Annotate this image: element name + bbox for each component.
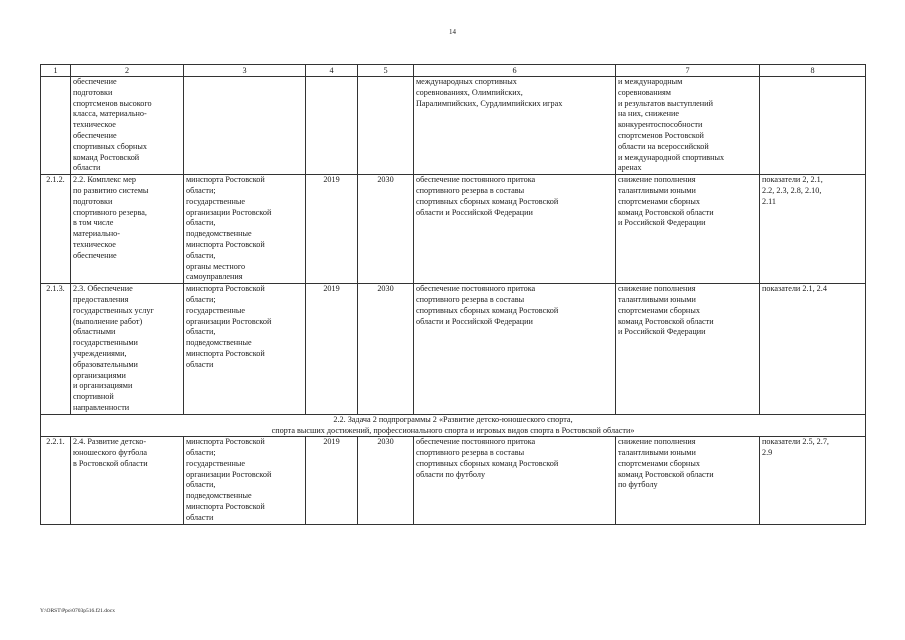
non-implementation-consequence: снижение пополнения талантливыми юными спортсменами сборных команд Ростовской области и Российской Федерации [616, 175, 760, 284]
column-number: 5 [358, 65, 414, 77]
table-row [41, 437, 866, 524]
expected-result: международных спортивных соревнованиях, Олимпийских, Паралимпийских, Сурдлимпийских играх [414, 77, 616, 175]
row-number [41, 77, 71, 175]
measure-name: 2.2. Комплекс мер по развитию системы подготовки спортивного резерва, в том числе материально- техническое обеспечение [71, 175, 184, 284]
table-row [41, 284, 866, 415]
end-year: 2030 [358, 284, 414, 415]
non-implementation-consequence: и международным соревнованиям и результатов выступлений на них, снижение конкурентоспособности спортсменов Ростовской области на всероссийской и международной спортивных аренах [616, 77, 760, 175]
expected-result: обеспечение постоянного притока спортивного резерва в составы спортивных сборных команд Ростовской области и Российской Федерации [414, 175, 616, 284]
table-row [41, 175, 866, 284]
task-heading-row [41, 414, 866, 437]
file-path-footer: Y:\ORST\Ppo\0703p516.f21.docx [40, 608, 115, 614]
expected-result: обеспечение постоянного притока спортивного резерва в составы спортивных сборных команд Ростовской области по футболу [414, 437, 616, 524]
start-year [306, 77, 358, 175]
end-year: 2030 [358, 437, 414, 524]
non-implementation-consequence: снижение пополнения талантливыми юными спортсменами сборных команд Ростовской области и Российской Федерации [616, 284, 760, 415]
expected-result: обеспечение постоянного притока спортивного резерва в составы спортивных сборных команд Ростовской области и Российской Федерации [414, 284, 616, 415]
non-implementation-consequence: снижение пополнения талантливыми юными спортсменами сборных команд Ростовской области по футболу [616, 437, 760, 524]
start-year: 2019 [306, 175, 358, 284]
column-number: 7 [616, 65, 760, 77]
end-year [358, 77, 414, 175]
executor: минспорта Ростовской области; государственные организации Ростовской области, подведомственные минспорта Ростовской области [184, 437, 306, 524]
column-number: 2 [71, 65, 184, 77]
task-heading: 2.2. Задача 2 подпрограммы 2 «Развитие детско-юношеского спорта, спорта высших достижений, профессионального спорта и игровых видов спорта в Ростовской области» [41, 414, 866, 437]
related-indicators: показатели 2.1, 2.4 [760, 284, 866, 415]
related-indicators [760, 77, 866, 175]
measure-name: 2.3. Обеспечение предоставления государственных услуг (выполнение работ) областными государственными учреждениями, образовательными организациями и организациями спортивной направленности [71, 284, 184, 415]
executor [184, 77, 306, 175]
measures-table [40, 64, 866, 525]
related-indicators: показатели 2, 2.1, 2.2, 2.3, 2.8, 2.10, 2.11 [760, 175, 866, 284]
page-number: 14 [449, 28, 456, 36]
column-number: 3 [184, 65, 306, 77]
executor: минспорта Ростовской области; государственные организации Ростовской области, подведомственные минспорта Ростовской области [184, 284, 306, 415]
measure-name: 2.4. Развитие детско- юношеского футбола в Ростовской области [71, 437, 184, 524]
table-row [41, 77, 866, 175]
measure-name: обеспечение подготовки спортсменов высокого класса, материально- техническое обеспечение спортивных сборных команд Ростовской области [71, 77, 184, 175]
row-number: 2.1.2. [41, 175, 71, 284]
column-number: 8 [760, 65, 866, 77]
executor: минспорта Ростовской области; государственные организации Ростовской области, подведомственные минспорта Ростовской области, органы местного самоуправления [184, 175, 306, 284]
column-number: 1 [41, 65, 71, 77]
start-year: 2019 [306, 437, 358, 524]
related-indicators: показатели 2.5, 2.7, 2.9 [760, 437, 866, 524]
row-number: 2.1.3. [41, 284, 71, 415]
column-number-row [41, 65, 866, 77]
start-year: 2019 [306, 284, 358, 415]
row-number: 2.2.1. [41, 437, 71, 524]
end-year: 2030 [358, 175, 414, 284]
column-number: 6 [414, 65, 616, 77]
column-number: 4 [306, 65, 358, 77]
